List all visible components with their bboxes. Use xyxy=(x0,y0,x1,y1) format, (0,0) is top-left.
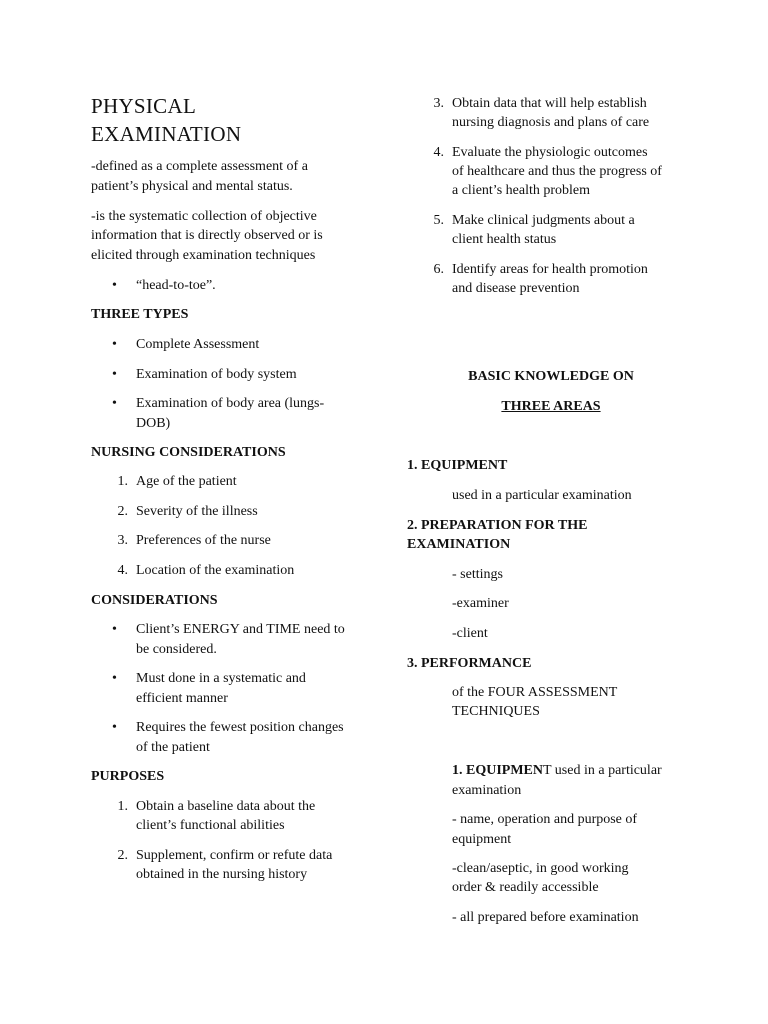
heading-nursing-considerations: NURSING CONSIDERATIONS xyxy=(91,445,286,460)
prep-examiner: -examiner xyxy=(452,596,509,611)
list-item-continuation: nursing diagnosis and plans of care xyxy=(452,115,650,130)
list-item-continuation: DOB) xyxy=(136,416,171,431)
list-item-continuation: be considered. xyxy=(136,642,217,657)
equipment-name-line1: - name, operation and purpose of xyxy=(452,812,638,827)
heading-three-areas: THREE AREAS xyxy=(501,399,601,414)
list-item: • Client’s ENERGY and TIME need to xyxy=(136,620,345,640)
list-item-continuation: obtained in the nursing history xyxy=(136,867,308,882)
page-title-line1: PHYSICAL xyxy=(91,94,197,118)
heading-purposes: PURPOSES xyxy=(91,769,165,784)
list-item-continuation: client health status xyxy=(452,232,557,247)
equipment-text: used in a particular examination xyxy=(452,488,632,503)
heading-preparation-line2: EXAMINATION xyxy=(407,537,511,552)
heading-equipment: 1. EQUIPMENT xyxy=(407,458,508,473)
prep-settings: - settings xyxy=(452,567,503,582)
heading-performance: 3. PERFORMANCE xyxy=(407,656,532,671)
page-title-line2: EXAMINATION xyxy=(91,122,242,146)
bullet-head-to-toe: • “head-to-toe”. xyxy=(136,276,216,296)
prep-client: -client xyxy=(452,626,488,641)
list-item-continuation: efficient manner xyxy=(136,691,228,706)
list-item: 2. Supplement, confirm or refute data xyxy=(117,848,333,863)
equipment-detail-heading: 1. EQUIPMENT used in a particular xyxy=(452,763,662,778)
performance-line2: TECHNIQUES xyxy=(452,704,540,719)
heading-preparation-line1: 2. PREPARATION FOR THE xyxy=(407,518,588,533)
list-item: • Examination of body system xyxy=(136,365,297,385)
list-item-continuation: client’s functional abilities xyxy=(136,818,285,833)
equipment-name-line2: equipment xyxy=(452,832,512,847)
list-item: • Examination of body area (lungs- xyxy=(136,394,324,414)
equipment-prepared: - all prepared before examination xyxy=(452,910,639,925)
list-item-continuation: a client’s health problem xyxy=(452,183,591,198)
list-item: 3. Preferences of the nurse xyxy=(117,533,271,548)
heading-three-types: THREE TYPES xyxy=(91,307,189,322)
list-item: 2. Severity of the illness xyxy=(117,504,258,519)
definition-1-line1: -defined as a complete assessment of a xyxy=(91,159,308,174)
list-item: 4. Location of the examination xyxy=(117,563,295,578)
heading-basic-knowledge: BASIC KNOWLEDGE ON xyxy=(468,369,634,384)
equipment-clean-line2: order & readily accessible xyxy=(452,880,599,895)
list-item: 3. Obtain data that will help establish xyxy=(433,96,647,111)
heading-considerations: CONSIDERATIONS xyxy=(91,593,218,608)
definition-2-line1: -is the systematic collection of objective xyxy=(91,209,317,224)
list-item: 1. Age of the patient xyxy=(117,474,237,489)
list-item-continuation: of the patient xyxy=(136,740,210,755)
list-item: 6. Identify areas for health promotion xyxy=(433,262,648,277)
equipment-detail-continuation: examination xyxy=(452,783,522,798)
performance-line1: of the FOUR ASSESSMENT xyxy=(452,685,618,700)
definition-2-line3: elicited through examination techniques xyxy=(91,248,316,263)
list-item: 4. Evaluate the physiologic outcomes xyxy=(433,145,648,160)
list-item: • Complete Assessment xyxy=(136,335,259,355)
list-item: 1. Obtain a baseline data about the xyxy=(117,799,316,814)
list-item: • Must done in a systematic and xyxy=(136,669,306,689)
definition-2-line2: information that is directly observed or is xyxy=(91,228,323,243)
list-item: 5. Make clinical judgments about a xyxy=(433,213,635,228)
list-item-continuation: of healthcare and thus the progress of xyxy=(452,164,662,179)
equipment-clean-line1: -clean/aseptic, in good working xyxy=(452,861,629,876)
list-item-continuation: and disease prevention xyxy=(452,281,580,296)
list-item: • Requires the fewest position changes xyxy=(136,718,344,738)
definition-1-line2: patient’s physical and mental status. xyxy=(91,179,293,194)
